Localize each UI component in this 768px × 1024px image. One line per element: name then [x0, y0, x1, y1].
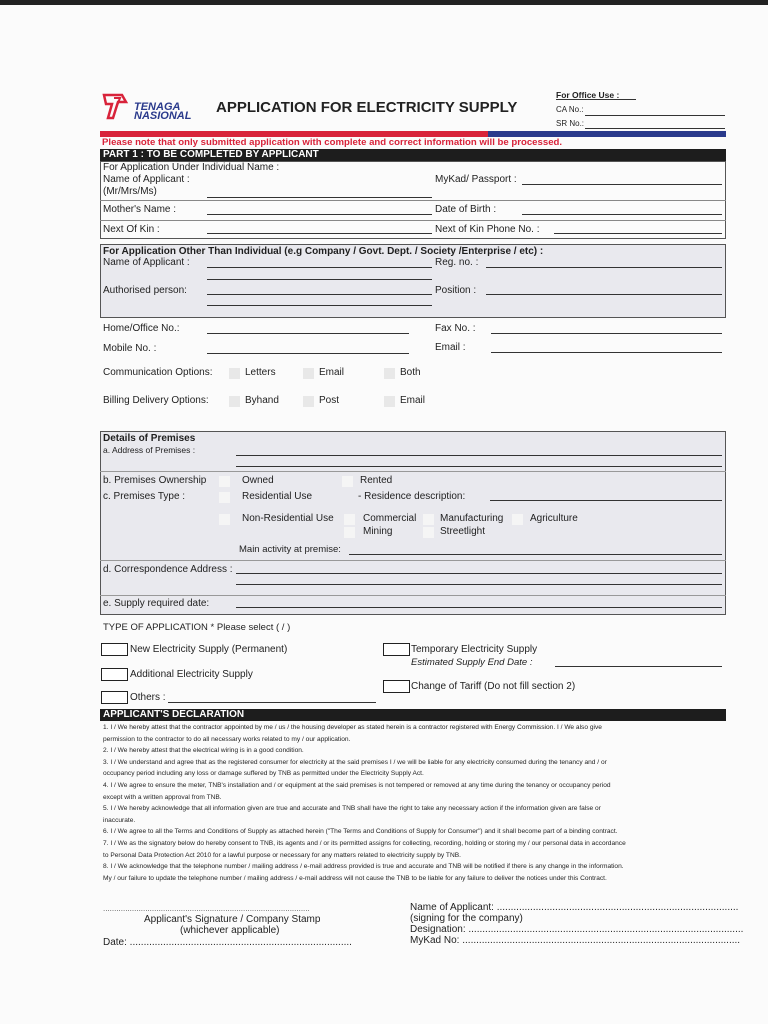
- declaration-line: 3. I / We understand and agree that as the registered consumer for electricity at the said premises I / we will be liable for any electricity consumed during the tenancy and / or: [103, 758, 607, 766]
- kin-label: Next Of Kin :: [103, 224, 160, 235]
- part1-header: PART 1 : TO BE COMPLETED BY APPLICANT: [100, 149, 726, 161]
- individual-heading: For Application Under Individual Name :: [103, 162, 280, 173]
- page-top-border: [0, 0, 768, 5]
- comm-both-label: Both: [400, 367, 421, 378]
- billing-post-label: Post: [319, 395, 340, 406]
- declaration-line: My / our failure to update the telephone number / mailing address / e-mail address will not cause the TNB to be liable for any failure to deliver the notices under this Contract.: [103, 874, 607, 882]
- position-label: Position :: [435, 285, 477, 296]
- company-name-field-2[interactable]: [207, 279, 432, 280]
- tnb-logo: [100, 92, 210, 122]
- ca-no-label: CA No.:: [556, 105, 584, 114]
- correspondence-field-2[interactable]: [236, 584, 722, 585]
- home-office-field[interactable]: [207, 333, 409, 334]
- authorised-person-field-1[interactable]: [207, 294, 432, 295]
- temp-end-date-field[interactable]: [555, 666, 722, 667]
- dob-label: Date of Birth :: [435, 204, 497, 215]
- authorised-person-field-2[interactable]: [207, 305, 432, 306]
- premises-address-field-1[interactable]: [236, 455, 722, 456]
- new-supply-label: New Electricity Supply (Permanent): [130, 644, 288, 655]
- comm-options-label: Communication Options:: [103, 367, 213, 378]
- nonresidential-checkbox[interactable]: [219, 514, 230, 525]
- tnb-logo-icon: [100, 92, 130, 120]
- streetlight-label: Streetlight: [440, 526, 486, 537]
- manufacturing-checkbox[interactable]: [423, 514, 434, 525]
- additional-supply-label: Additional Electricity Supply: [130, 669, 253, 680]
- mother-name-label: Mother's Name :: [103, 204, 177, 215]
- declaration-line: permission to the contractor to do all necessary works related to my / our application.: [103, 735, 351, 743]
- streetlight-checkbox[interactable]: [423, 527, 434, 538]
- fax-field[interactable]: [491, 333, 722, 334]
- applicant-title-label: (Mr/Mrs/Ms): [103, 186, 157, 197]
- position-field[interactable]: [486, 294, 722, 295]
- email-label: Email :: [435, 342, 466, 353]
- mobile-label: Mobile No. :: [103, 343, 157, 354]
- declaration-header: APPLICANT'S DECLARATION: [100, 709, 726, 721]
- company-name-field-1[interactable]: [207, 267, 432, 268]
- fax-label: Fax No. :: [435, 323, 476, 334]
- mykad-label: MyKad/ Passport :: [435, 174, 517, 185]
- designation-field[interactable]: Designation: ...................................................................................................: [410, 924, 744, 935]
- sr-no-field[interactable]: [585, 128, 725, 129]
- additional-supply-checkbox[interactable]: [101, 668, 128, 681]
- main-activity-field[interactable]: [349, 554, 722, 555]
- declaration-line: 1. I / We hereby attest that the contractor appointed by me / us / the housing developer as stated herein is a contractor registered with Energy Commission. I / We also give: [103, 724, 602, 731]
- comm-email-label: Email: [319, 367, 345, 378]
- comm-letters-checkbox[interactable]: [229, 368, 240, 379]
- supply-date-label: e. Supply required date:: [103, 598, 210, 609]
- correspondence-field-1[interactable]: [236, 573, 722, 574]
- premises-ownership-label: b. Premises Ownership: [103, 475, 207, 486]
- commercial-checkbox[interactable]: [344, 514, 355, 525]
- owned-label: Owned: [242, 475, 274, 486]
- comm-email-checkbox[interactable]: [303, 368, 314, 379]
- mining-checkbox[interactable]: [344, 527, 355, 538]
- kin-field[interactable]: [207, 233, 432, 234]
- premises-address-field-2[interactable]: [236, 466, 722, 467]
- rented-label: Rented: [360, 475, 393, 486]
- commercial-label: Commercial: [363, 513, 417, 524]
- signature-sublabel: (whichever applicable): [180, 925, 280, 936]
- declaration-line: inaccurate.: [103, 816, 136, 824]
- others-field[interactable]: [168, 702, 376, 703]
- company-name-label: Name of Applicant :: [103, 257, 190, 268]
- declaration-line: 4. I / We agree to ensure the meter, TNB's installation and / or equipment at the said premises is not tempered or removed at any time during the tenancy or occupancy period: [103, 781, 611, 789]
- mother-name-field[interactable]: [207, 214, 432, 215]
- temporary-supply-checkbox[interactable]: [383, 643, 410, 656]
- office-use-heading: For Office Use :: [556, 90, 620, 100]
- main-activity-label: Main activity at premise:: [239, 544, 341, 555]
- others-label: Others :: [130, 692, 166, 703]
- temporary-supply-label: Temporary Electricity Supply: [411, 644, 538, 655]
- logo-text-2: NASIONAL: [134, 110, 192, 122]
- signatory-company-note: (signing for the company): [410, 913, 523, 924]
- applicant-name-label: Name of Applicant :: [103, 174, 190, 185]
- applicant-name-field[interactable]: [207, 197, 432, 198]
- mykad-field[interactable]: [522, 184, 722, 185]
- comm-both-checkbox[interactable]: [384, 368, 395, 379]
- agriculture-label: Agriculture: [530, 513, 578, 524]
- application-type-heading: TYPE OF APPLICATION * Please select ( / ): [103, 622, 291, 633]
- supply-date-field[interactable]: [236, 607, 722, 608]
- premises-heading: Details of Premises: [103, 433, 196, 444]
- billing-byhand-label: Byhand: [245, 395, 279, 406]
- signature-label: Applicant's Signature / Company Stamp: [144, 914, 321, 925]
- notice-text: Please note that only submitted application with complete and correct information will be processed.: [102, 137, 563, 148]
- logo-text-1: TENAGA: [134, 101, 181, 113]
- reg-no-field[interactable]: [486, 267, 722, 268]
- new-supply-checkbox[interactable]: [101, 643, 128, 656]
- residential-checkbox[interactable]: [219, 492, 230, 503]
- declaration-line: 8. I / We acknowledge that the telephone number / mailing address / e-mail address provided is true and accurate and TNB will be notified if there is any change in the information.: [103, 863, 624, 871]
- billing-email-label: Email: [400, 395, 426, 406]
- signatory-mykad-field[interactable]: MyKad No: ....................................................................................................: [410, 935, 741, 946]
- agriculture-checkbox[interactable]: [512, 514, 523, 525]
- temp-end-date-label: Estimated Supply End Date :: [411, 657, 533, 668]
- residence-desc-label: - Residence description:: [358, 491, 466, 502]
- dob-field[interactable]: [522, 214, 722, 215]
- manufacturing-label: Manufacturing: [440, 513, 504, 524]
- declaration-body: [103, 722, 725, 884]
- mining-label: Mining: [363, 526, 393, 537]
- change-tariff-label: Change of Tariff (Do not fill section 2): [411, 681, 576, 692]
- page-title: APPLICATION FOR ELECTRICITY SUPPLY: [216, 99, 518, 116]
- sr-no-label: SR No.:: [556, 119, 585, 128]
- billing-email-checkbox[interactable]: [384, 396, 395, 407]
- home-office-label: Home/Office No.:: [103, 323, 180, 334]
- billing-options-label: Billing Delivery Options:: [103, 395, 209, 406]
- signatory-name-field[interactable]: Name of Applicant: .......................................................................................: [410, 902, 739, 913]
- declaration-line: except with a written approval from TNB.: [103, 793, 222, 801]
- signature-line[interactable]: .............................................................................................: [103, 904, 310, 913]
- nonresidential-label: Non-Residential Use: [242, 513, 334, 524]
- declaration-line: 7. I / We as the signatory below do hereby consent to TNB, its agents and / or its permitted assigns for collecting, recording, holding or storing my / our personal data in accordance: [103, 839, 626, 847]
- kin-phone-field[interactable]: [554, 233, 722, 234]
- change-tariff-checkbox[interactable]: [383, 680, 410, 693]
- correspondence-address-label: d. Correspondence Address :: [103, 564, 233, 575]
- email-field[interactable]: [491, 352, 722, 353]
- premises-address-label: a. Address of Premises :: [103, 445, 196, 455]
- residential-label: Residential Use: [242, 491, 313, 502]
- kin-phone-label: Next of Kin Phone No. :: [435, 224, 540, 235]
- billing-post-checkbox[interactable]: [303, 396, 314, 407]
- residence-desc-field[interactable]: [490, 500, 722, 501]
- declaration-line: occupancy period including any loss or damage suffered by TNB as permitted under the Electricity Supply Act.: [103, 770, 424, 778]
- reg-no-label: Reg. no. :: [435, 257, 479, 268]
- authorised-person-label: Authorised person:: [103, 285, 187, 296]
- owned-checkbox[interactable]: [219, 476, 230, 487]
- comm-letters-label: Letters: [245, 367, 276, 378]
- rented-checkbox[interactable]: [342, 476, 353, 487]
- premises-type-label: c. Premises Type :: [103, 491, 186, 502]
- declaration-line: to Personal Data Protection Act 2010 for a lawful purpose or necessary for any matters related to electricity supply by TNB.: [103, 851, 461, 859]
- others-checkbox[interactable]: [101, 691, 128, 704]
- date-field[interactable]: Date: ................................................................................: [103, 937, 352, 948]
- declaration-line: 6. I / We agree to all the Terms and Conditions of Supply as attached herein ("The Terms and Conditions of Supply for Consumer") and it shall become part of a binding contract.: [103, 828, 618, 836]
- declaration-line: 5. I / We hereby acknowledge that all information given are true and accurate and TNB shall have the right to take any necessary action if the information given are false or: [103, 805, 601, 813]
- declaration-line: 2. I / We hereby attest that the electrical wiring is in a good condition.: [103, 747, 304, 755]
- ca-no-field[interactable]: [585, 115, 725, 116]
- mobile-field[interactable]: [207, 353, 409, 354]
- company-heading: For Application Other Than Individual (e.g Company / Govt. Dept. / Society /Enterprise / etc) :: [103, 246, 544, 257]
- billing-byhand-checkbox[interactable]: [229, 396, 240, 407]
